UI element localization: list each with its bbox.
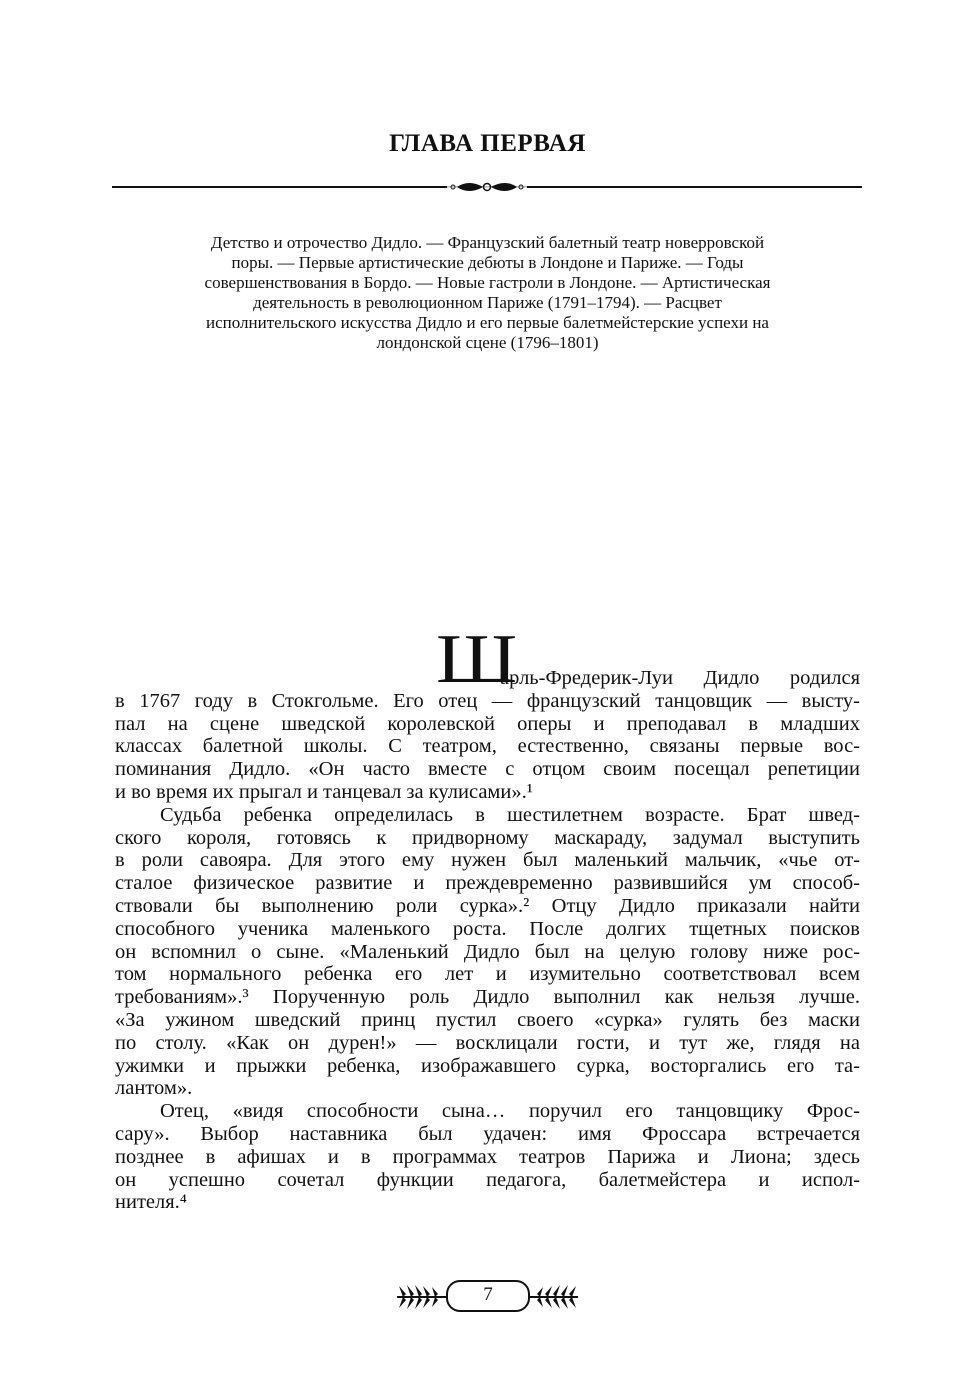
body-line: он успешно сочетал функции педагога, балетмейстера и испол-: [115, 1168, 860, 1191]
body-line: пал на сцене шведской королевской оперы и преподавал в младших: [115, 712, 860, 735]
laurel-right-icon: [525, 1280, 580, 1310]
laurel-left-icon: [395, 1280, 450, 1310]
body-line: сталое физическое развитие и преждевременно развившийся ум способ-: [115, 872, 860, 895]
body-line: Отец, «видя способности сына… поручил его танцовщику Фрос-: [160, 1100, 860, 1123]
summary-line: лондонской сцене (1796–1801): [376, 333, 599, 352]
body-line: классах балетной школы. С театром, естественно, связаны первые вос-: [115, 735, 860, 758]
body-line: в 1767 году в Стокгольме. Его отец — французский танцовщик — высту-: [115, 689, 860, 712]
body-line: лантом».: [115, 1077, 193, 1100]
summary-line: Детство и отрочество Дидло. — Французский балетный театр новерровской: [210, 233, 765, 252]
body-line: «За ужином шведский принц пустил своего «сурка» гулять без маски: [115, 1008, 860, 1031]
body-line: ского короля, готовясь к придворному маскараду, задумал выступить: [115, 826, 860, 849]
body-line: по столу. «Как он дурен!» — восклицали гости, и тут же, глядя на: [115, 1031, 860, 1054]
body-text: [115, 667, 860, 1214]
drop-cap: Ш: [436, 628, 518, 692]
body-line: он вспомнил о сыне. «Маленький Дидло был на целую голову ниже рос-: [115, 940, 860, 963]
body-line: способного ученика маленького роста. После долгих тщетных поисков: [115, 917, 860, 940]
summary-line: исполнительского искусства Дидло и его первые балетмейстерские успехи на: [206, 313, 769, 332]
body-line: и во время их прыгал и танцевал за кулисами».¹: [115, 780, 533, 803]
summary-line: совершенствования в Бордо. — Новые гастроли в Лондоне. — Артистическая: [204, 273, 771, 292]
body-line: арль-Фредерик-Луи Дидло родился: [500, 667, 860, 689]
page-number: 7: [446, 1280, 530, 1312]
body-line: нителя.⁴: [115, 1191, 187, 1214]
body-line: том нормального ребенка его лет и изумительно соответствовал всем: [115, 963, 860, 986]
ornament-icon: [447, 177, 527, 197]
body-line: Судьба ребенка определилась в шестилетнем возрасте. Брат швед-: [160, 803, 860, 826]
summary-line: деятельность в революционном Париже (1791–1794). — Расцвет: [253, 293, 722, 312]
page-number-footer: [395, 1280, 580, 1310]
body-line: в роли савояра. Для этого ему нужен был маленький мальчик, «чье от-: [115, 849, 860, 872]
body-line: ствовали бы выполнению роли сурка».² Отцу Дидло приказали найти: [115, 894, 860, 917]
chapter-summary: [100, 233, 875, 353]
body-line: ужимки и прыжки ребенка, изображавшего сурка, восторгались его та-: [115, 1054, 860, 1077]
chapter-title: ГЛАВА ПЕРВАЯ: [389, 130, 586, 157]
body-line: позднее в афишах и в программах театров Парижа и Лиона; здесь: [115, 1145, 860, 1168]
body-line: поминания Дидло. «Он часто вместе с отцом своим посещал репетиции: [115, 758, 860, 781]
body-line: сару». Выбор наставника был удачен: имя Фроссара встречается: [115, 1122, 860, 1145]
body-line: требованиям».³ Порученную роль Дидло выполнил как нельзя лучше.: [115, 986, 860, 1009]
summary-line: поры. — Первые артистические дебюты в Лондоне и Париже. — Годы: [231, 253, 744, 272]
